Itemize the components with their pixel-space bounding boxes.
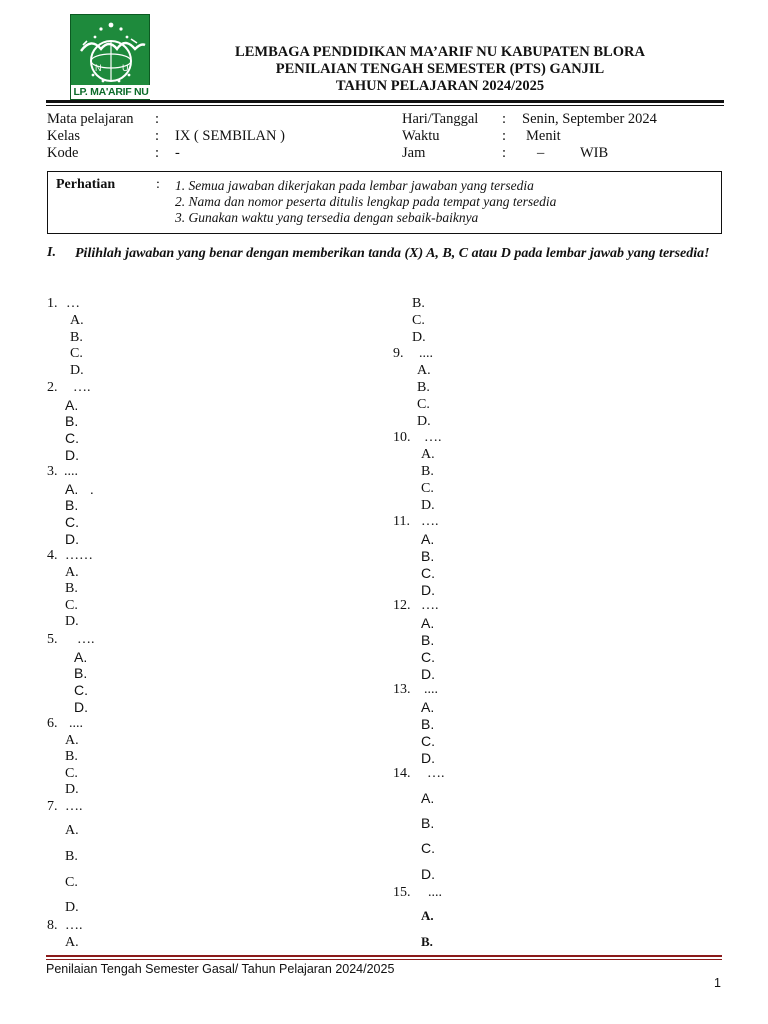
option-a: A. bbox=[421, 447, 435, 462]
option-a: A. bbox=[65, 733, 79, 748]
info-label-duration: Waktu bbox=[402, 128, 440, 144]
question-number: 12. bbox=[393, 598, 411, 613]
notice-item-1: 1. Semua jawaban dikerjakan pada lembar jawaban yang tersedia bbox=[175, 178, 534, 193]
info-label-time: Jam bbox=[402, 145, 426, 161]
question-number: 3. bbox=[47, 464, 58, 479]
option-d: D. bbox=[421, 666, 435, 682]
option-d: D. bbox=[421, 498, 435, 513]
info-label-code: Kode bbox=[47, 145, 79, 161]
option-b: B. bbox=[421, 716, 435, 732]
info-colon: : bbox=[502, 111, 507, 127]
option-a: A. bbox=[65, 823, 79, 838]
option-a: A. bbox=[421, 699, 435, 715]
info-value-code: - bbox=[175, 145, 180, 161]
option-c: C. bbox=[65, 514, 79, 530]
question-number: 9. bbox=[393, 346, 404, 361]
question-number: 15. bbox=[393, 885, 411, 900]
page-number: 1 bbox=[714, 976, 721, 990]
option-a: A. bbox=[70, 313, 84, 328]
question-number: 14. bbox=[393, 766, 411, 781]
footer-rule-thin bbox=[46, 959, 722, 960]
question-stem: …. bbox=[65, 799, 83, 814]
info-colon: : bbox=[155, 145, 160, 161]
question-stem: .... bbox=[419, 346, 433, 361]
footer-rule-thick bbox=[46, 955, 722, 957]
question-number: 6. bbox=[47, 716, 58, 731]
footer-text: Penilaian Tengah Semester Gasal/ Tahun Pelajaran 2024/2025 bbox=[46, 962, 395, 976]
info-value-time: – bbox=[537, 145, 545, 161]
option-a: A. bbox=[421, 615, 435, 631]
header-exam-title: PENILAIAN TENGAH SEMESTER (PTS) GANJIL bbox=[275, 61, 605, 77]
question-number: 13. bbox=[393, 682, 411, 697]
option-c: C. bbox=[65, 598, 78, 613]
option-a: A. bbox=[421, 531, 435, 547]
question-stem: …. bbox=[421, 598, 439, 613]
notice-item-2: 2. Nama dan nomor peserta ditulis lengkap pada tempat yang tersedia bbox=[175, 194, 557, 209]
option-a: A. bbox=[421, 790, 435, 806]
option-d: D. bbox=[74, 699, 88, 715]
option-b: B. bbox=[421, 934, 433, 949]
question-stem: .... bbox=[424, 682, 438, 697]
option-c: C. bbox=[421, 481, 434, 496]
info-colon: : bbox=[155, 111, 160, 127]
question-stem: …… bbox=[65, 548, 93, 563]
option-b: B. bbox=[65, 581, 78, 596]
question-stem: …. bbox=[427, 766, 445, 781]
notice-colon: : bbox=[156, 177, 160, 192]
question-number: 11. bbox=[393, 514, 410, 529]
question-number: 5. bbox=[47, 632, 58, 647]
option-a: A. . bbox=[65, 481, 94, 497]
header-institution: LEMBAGA PENDIDIKAN MA’ARIF NU KABUPATEN BLORA bbox=[235, 44, 645, 60]
section-instruction: Pilihlah jawaban yang benar dengan memberikan tanda (X) A, B, C atau D pada lembar jawab yang tersedia! bbox=[75, 246, 710, 261]
question-stem: …. bbox=[424, 430, 442, 445]
section-number: I. bbox=[47, 245, 56, 260]
info-value-day-date: Senin, September 2024 bbox=[522, 111, 657, 127]
option-c: C. bbox=[65, 875, 78, 890]
info-time-suffix: WIB bbox=[580, 145, 609, 161]
option-d: D. bbox=[65, 531, 79, 547]
info-colon: : bbox=[502, 128, 507, 144]
logo-letter-n: N bbox=[95, 63, 102, 73]
option-d: D. bbox=[70, 363, 84, 378]
option-c: C. bbox=[65, 430, 79, 446]
option-b: B. bbox=[74, 665, 88, 681]
question-number: 4. bbox=[47, 548, 58, 563]
header-school-year: TAHUN PELAJARAN 2024/2025 bbox=[335, 78, 545, 94]
question-stem: …. bbox=[65, 918, 83, 933]
option-d: D. bbox=[65, 900, 79, 915]
option-a: A. bbox=[417, 363, 431, 378]
info-label-subject: Mata pelajaran bbox=[47, 111, 134, 127]
option-b: B. bbox=[421, 632, 435, 648]
info-colon: : bbox=[155, 128, 160, 144]
option-c: C. bbox=[421, 649, 435, 665]
option-a: A. bbox=[421, 908, 434, 923]
question-number: 2. bbox=[47, 380, 58, 395]
option-a: A. bbox=[65, 397, 79, 413]
question-number: 7. bbox=[47, 799, 58, 814]
option-b: B. bbox=[421, 815, 435, 831]
option-d: D. bbox=[421, 582, 435, 598]
question-stem: … bbox=[66, 296, 80, 311]
option-c: C. bbox=[70, 346, 83, 361]
option-b: B. bbox=[65, 497, 79, 513]
option-b: B. bbox=[421, 464, 434, 479]
option-c: C. bbox=[421, 565, 435, 581]
info-value-class: IX ( SEMBILAN ) bbox=[175, 128, 285, 144]
question-stem: .... bbox=[428, 885, 442, 900]
notice-label: Perhatian bbox=[56, 177, 116, 192]
notice-item-3: 3. Gunakan waktu yang tersedia dengan sebaik-baiknya bbox=[175, 210, 479, 225]
option-a: A. bbox=[74, 649, 88, 665]
option-b: B. bbox=[65, 849, 78, 864]
option-b: B. bbox=[417, 380, 430, 395]
info-label-class: Kelas bbox=[47, 128, 81, 144]
option-a: A. bbox=[65, 565, 79, 580]
option-d: D. bbox=[65, 782, 79, 797]
question-stem: .... bbox=[69, 716, 83, 731]
option-b: B. bbox=[70, 330, 83, 345]
question-number: 1. bbox=[47, 296, 58, 311]
header-rule-thick bbox=[46, 100, 724, 103]
option-b: B. bbox=[412, 296, 425, 311]
option-d: D. bbox=[65, 614, 79, 629]
logo-caption: LP. MA'ARIF NU bbox=[71, 85, 151, 99]
option-a: A. bbox=[65, 935, 79, 950]
notice-box bbox=[47, 171, 722, 234]
option-b: B. bbox=[65, 413, 79, 429]
question-stem: …. bbox=[421, 514, 439, 529]
option-c: C. bbox=[74, 682, 88, 698]
question-number: 10. bbox=[393, 430, 411, 445]
option-d: D. bbox=[412, 330, 426, 345]
option-d: D. bbox=[421, 750, 435, 766]
option-b: B. bbox=[421, 548, 435, 564]
option-c: C. bbox=[421, 840, 435, 856]
question-stem: …. bbox=[77, 632, 95, 647]
info-colon: : bbox=[502, 145, 507, 161]
option-c: C. bbox=[421, 733, 435, 749]
logo-letter-u: U bbox=[122, 63, 129, 73]
option-c: C. bbox=[65, 766, 78, 781]
option-b: B. bbox=[65, 749, 78, 764]
option-d: D. bbox=[421, 866, 435, 882]
option-d: D. bbox=[417, 414, 431, 429]
lp-maarif-nu-logo bbox=[70, 14, 150, 100]
info-value-duration: Menit bbox=[526, 128, 561, 144]
nu-emblem-icon bbox=[71, 15, 151, 87]
header-rule-thin bbox=[46, 105, 724, 106]
question-stem: …. bbox=[73, 380, 91, 395]
option-c: C. bbox=[417, 397, 430, 412]
info-label-day-date: Hari/Tanggal bbox=[402, 111, 479, 127]
option-c: C. bbox=[412, 313, 425, 328]
question-number: 8. bbox=[47, 918, 58, 933]
question-stem: .... bbox=[64, 464, 78, 479]
option-d: D. bbox=[65, 447, 79, 463]
